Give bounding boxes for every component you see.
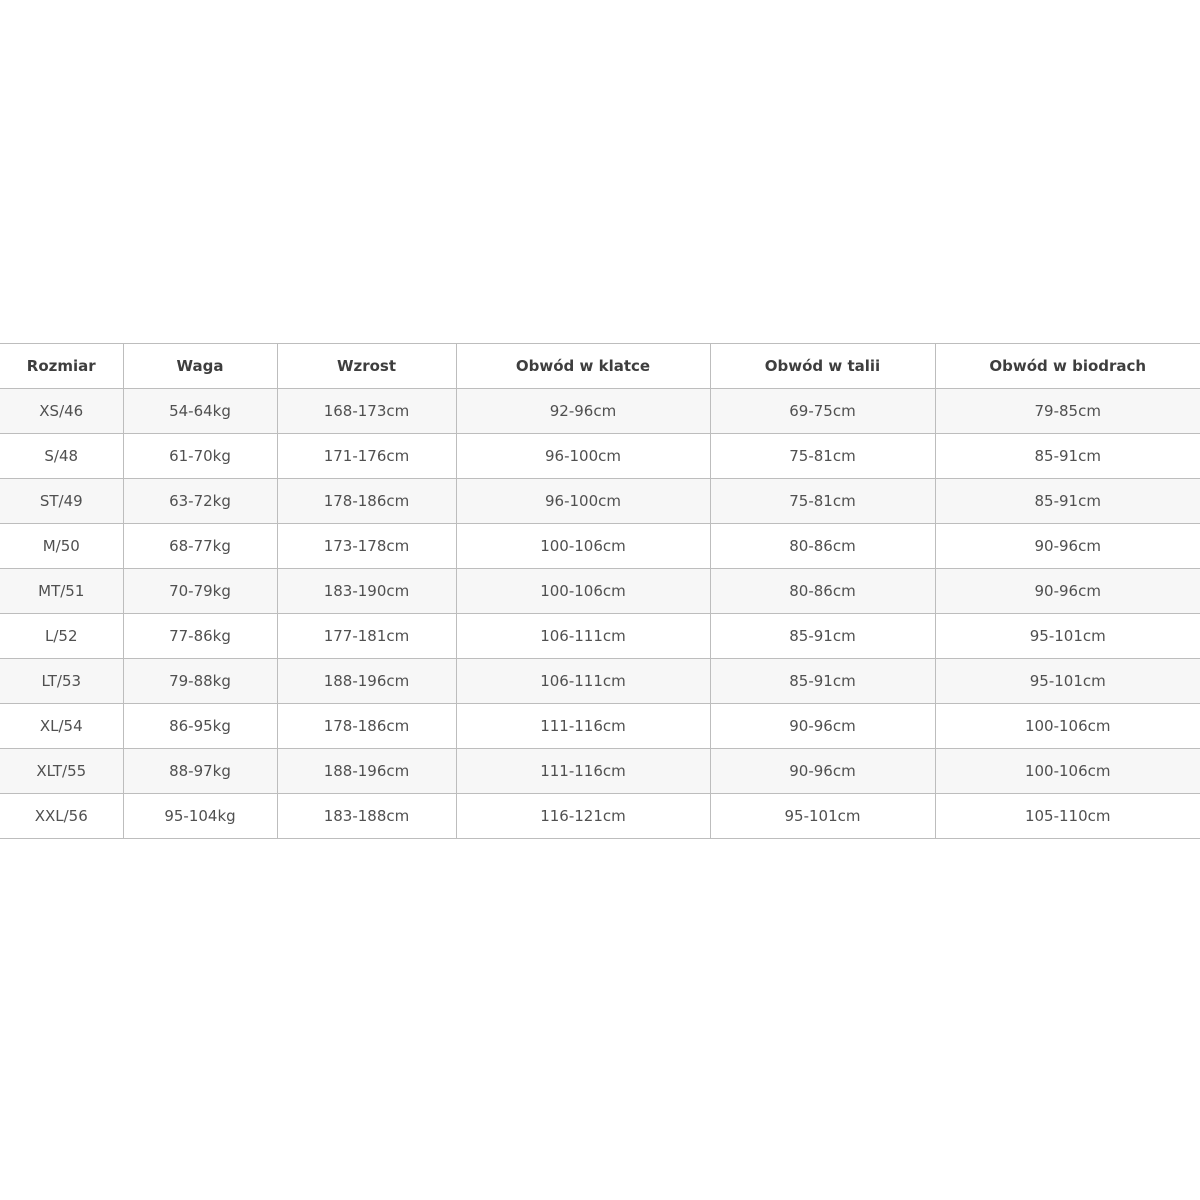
weight-cell: 79-88kg — [123, 659, 277, 704]
height-cell: 188-196cm — [277, 659, 456, 704]
table-row — [0, 704, 1200, 749]
waist-cell: 90-96cm — [710, 749, 935, 794]
waist-cell: 75-81cm — [710, 434, 935, 479]
chest-cell: 96-100cm — [456, 479, 710, 524]
hips-cell: 100-106cm — [935, 749, 1200, 794]
height-cell: 177-181cm — [277, 614, 456, 659]
hips-cell: 79-85cm — [935, 389, 1200, 434]
table-row — [0, 794, 1200, 839]
table-header-row — [0, 344, 1200, 389]
chest-cell: 111-116cm — [456, 704, 710, 749]
size-cell: ST/49 — [0, 479, 123, 524]
table-row — [0, 524, 1200, 569]
hips-cell: 85-91cm — [935, 434, 1200, 479]
header-waga: Waga — [123, 344, 277, 389]
table-row — [0, 614, 1200, 659]
weight-cell: 88-97kg — [123, 749, 277, 794]
height-cell: 178-186cm — [277, 479, 456, 524]
size-cell: XLT/55 — [0, 749, 123, 794]
chest-cell: 106-111cm — [456, 659, 710, 704]
size-chart-table — [0, 343, 1200, 839]
header-rozmiar: Rozmiar — [0, 344, 123, 389]
header-wzrost: Wzrost — [277, 344, 456, 389]
header-obwod-klatce: Obwód w klatce — [456, 344, 710, 389]
table-row — [0, 659, 1200, 704]
table-body — [0, 389, 1200, 839]
waist-cell: 85-91cm — [710, 614, 935, 659]
hips-cell: 90-96cm — [935, 524, 1200, 569]
waist-cell: 80-86cm — [710, 569, 935, 614]
weight-cell: 68-77kg — [123, 524, 277, 569]
size-cell: MT/51 — [0, 569, 123, 614]
weight-cell: 95-104kg — [123, 794, 277, 839]
waist-cell: 69-75cm — [710, 389, 935, 434]
chest-cell: 100-106cm — [456, 569, 710, 614]
hips-cell: 95-101cm — [935, 659, 1200, 704]
chest-cell: 96-100cm — [456, 434, 710, 479]
hips-cell: 105-110cm — [935, 794, 1200, 839]
chest-cell: 111-116cm — [456, 749, 710, 794]
header-obwod-biodrach: Obwód w biodrach — [935, 344, 1200, 389]
height-cell: 183-188cm — [277, 794, 456, 839]
weight-cell: 70-79kg — [123, 569, 277, 614]
height-cell: 171-176cm — [277, 434, 456, 479]
size-cell: XS/46 — [0, 389, 123, 434]
table-row — [0, 389, 1200, 434]
weight-cell: 77-86kg — [123, 614, 277, 659]
waist-cell: 85-91cm — [710, 659, 935, 704]
chest-cell: 106-111cm — [456, 614, 710, 659]
table-row — [0, 434, 1200, 479]
table-row — [0, 569, 1200, 614]
hips-cell: 90-96cm — [935, 569, 1200, 614]
size-cell: L/52 — [0, 614, 123, 659]
size-cell: S/48 — [0, 434, 123, 479]
size-cell: LT/53 — [0, 659, 123, 704]
hips-cell: 95-101cm — [935, 614, 1200, 659]
height-cell: 173-178cm — [277, 524, 456, 569]
height-cell: 183-190cm — [277, 569, 456, 614]
table-row — [0, 749, 1200, 794]
hips-cell: 85-91cm — [935, 479, 1200, 524]
chest-cell: 116-121cm — [456, 794, 710, 839]
weight-cell: 63-72kg — [123, 479, 277, 524]
size-cell: XL/54 — [0, 704, 123, 749]
waist-cell: 75-81cm — [710, 479, 935, 524]
size-cell: XXL/56 — [0, 794, 123, 839]
chest-cell: 100-106cm — [456, 524, 710, 569]
waist-cell: 80-86cm — [710, 524, 935, 569]
weight-cell: 86-95kg — [123, 704, 277, 749]
waist-cell: 90-96cm — [710, 704, 935, 749]
weight-cell: 61-70kg — [123, 434, 277, 479]
weight-cell: 54-64kg — [123, 389, 277, 434]
waist-cell: 95-101cm — [710, 794, 935, 839]
table-row — [0, 479, 1200, 524]
hips-cell: 100-106cm — [935, 704, 1200, 749]
header-obwod-talii: Obwód w talii — [710, 344, 935, 389]
height-cell: 188-196cm — [277, 749, 456, 794]
chest-cell: 92-96cm — [456, 389, 710, 434]
height-cell: 178-186cm — [277, 704, 456, 749]
size-cell: M/50 — [0, 524, 123, 569]
height-cell: 168-173cm — [277, 389, 456, 434]
